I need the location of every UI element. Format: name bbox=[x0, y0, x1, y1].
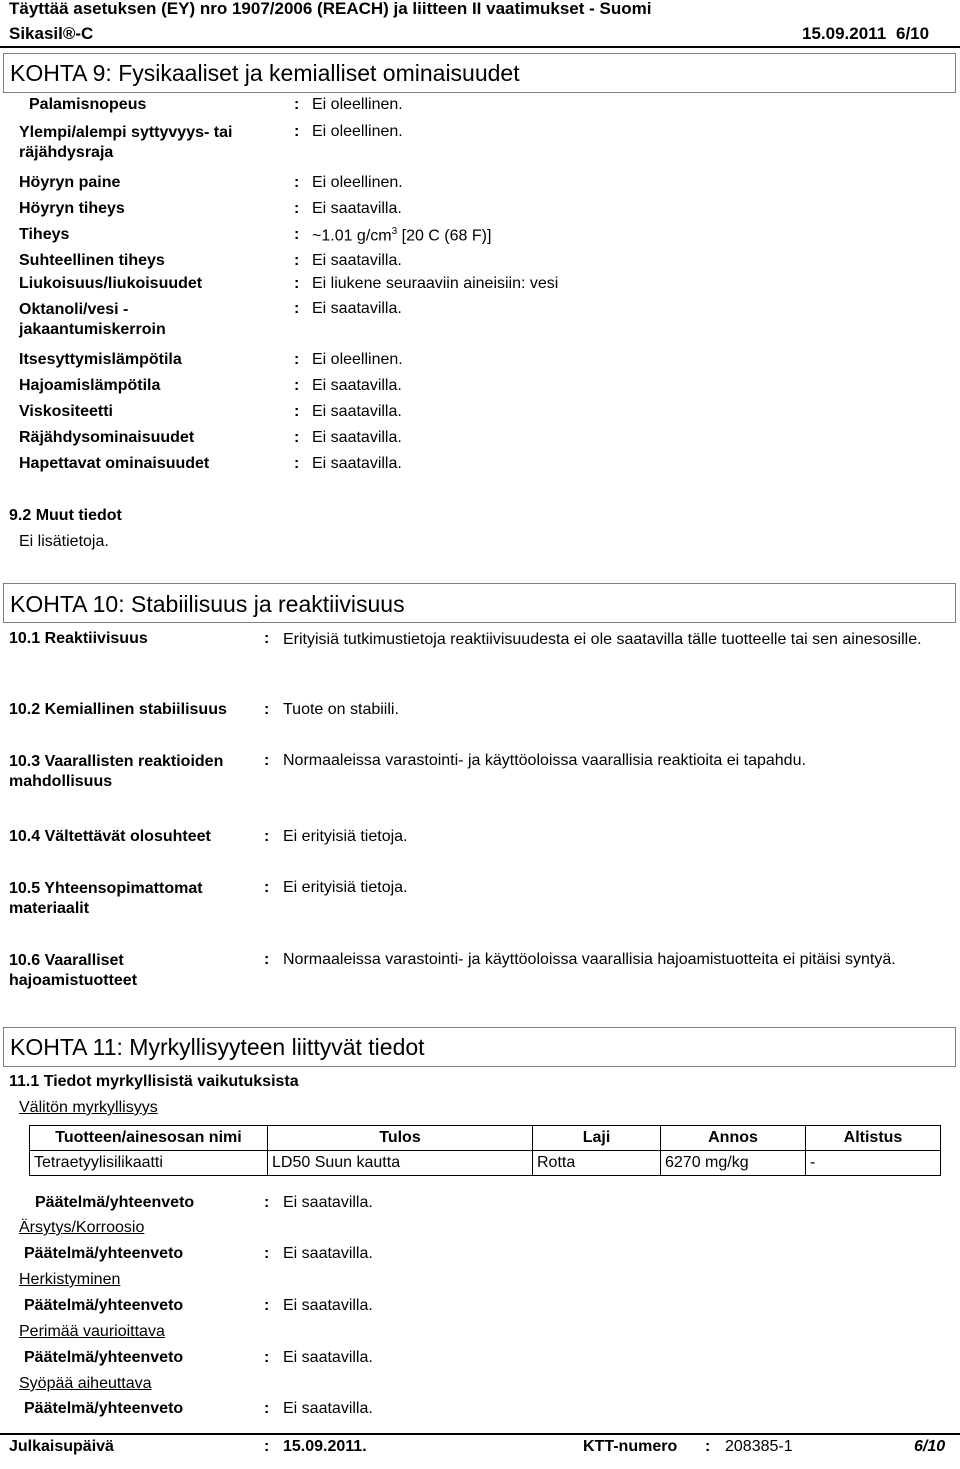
section11-title: KOHTA 11: Myrkyllisyyteen liittyvät tiedot bbox=[10, 1034, 425, 1060]
colon: : bbox=[264, 1245, 270, 1262]
property-label: Liukoisuus/liukoisuudet bbox=[19, 275, 203, 292]
colon: : bbox=[294, 96, 300, 113]
section10-title: KOHTA 10: Stabiilisuus ja reaktiivisuus bbox=[10, 591, 405, 617]
conclusion-value: Ei saatavilla. bbox=[283, 1349, 373, 1366]
colon: : bbox=[264, 1438, 270, 1455]
column-header: Tuotteen/ainesosan nimi bbox=[30, 1126, 268, 1151]
property-value: Ei saatavilla. bbox=[312, 252, 402, 269]
regulation-title: Täyttää asetuksen (EY) nro 1907/2006 (REACH) ja liitteen II vaatimukset - Suomi bbox=[9, 0, 652, 18]
colon: : bbox=[705, 1438, 711, 1455]
property-label: Oktanoli/vesi - jakaantumiskerroin bbox=[19, 301, 166, 338]
other-info-heading: 9.2 Muut tiedot bbox=[9, 507, 122, 524]
table-row bbox=[30, 1151, 941, 1176]
table-header-row bbox=[30, 1126, 941, 1151]
colon: : bbox=[294, 275, 300, 292]
property-value: Ei saatavilla. bbox=[312, 455, 402, 472]
product-name: Sikasil®-C bbox=[9, 24, 94, 43]
item-label: 10.5 Yhteensopimattomat materiaalit bbox=[9, 880, 203, 917]
item-value: Erityisiä tutkimustietoja reaktiivisuudesta ei ole saatavilla tälle tuotteelle tai sen ainesosille. bbox=[283, 631, 922, 648]
group-heading: Perimää vaurioittava bbox=[19, 1323, 165, 1340]
property-value: Ei oleellinen. bbox=[312, 96, 403, 113]
footer-ktt-number: 208385-1 bbox=[725, 1438, 793, 1455]
item-label: 10.6 Vaaralliset hajoamistuotteet bbox=[9, 952, 138, 989]
property-label: Viskositeetti bbox=[19, 403, 113, 420]
conclusion-label: Päätelmä/yhteenveto bbox=[24, 1245, 184, 1262]
item-label: 10.4 Vältettävät olosuhteet bbox=[9, 828, 211, 845]
colon: : bbox=[294, 377, 300, 394]
property-label: Ylempi/alempi syttyvyys- tai räjähdysraja bbox=[19, 124, 233, 161]
density-condition: [20 C (68 F)] bbox=[397, 227, 492, 245]
group-heading: Herkistyminen bbox=[19, 1271, 121, 1288]
property-value: Ei oleellinen. bbox=[312, 174, 403, 191]
property-label: Palamisnopeus bbox=[29, 96, 147, 113]
colon: : bbox=[294, 403, 300, 420]
header-rule bbox=[0, 46, 960, 48]
colon: : bbox=[294, 252, 300, 269]
column-header: Laji bbox=[533, 1126, 661, 1151]
item-label: 10.3 Vaarallisten reaktioiden mahdollisuus bbox=[9, 753, 224, 790]
density-value: ~1.01 g/cm bbox=[312, 227, 392, 245]
colon: : bbox=[264, 879, 270, 896]
property-label: Höyryn tiheys bbox=[19, 200, 125, 217]
conclusion-value: Ei saatavilla. bbox=[283, 1297, 373, 1314]
table-cell: - bbox=[806, 1151, 941, 1176]
colon: : bbox=[294, 351, 300, 368]
header-date: 15.09.2011 bbox=[802, 24, 887, 43]
group-heading: Syöpää aiheuttava bbox=[19, 1375, 152, 1392]
item-label: 10.2 Kemiallinen stabiilisuus bbox=[9, 701, 227, 718]
density-exponent: 3 bbox=[391, 226, 398, 237]
property-label: Hajoamislämpötila bbox=[19, 377, 161, 394]
property-value: Ei saatavilla. bbox=[312, 429, 402, 446]
property-label: Höyryn paine bbox=[19, 174, 121, 191]
item-value: Normaaleissa varastointi- ja käyttöoloissa vaarallisia hajoamistuotteita ei pitäisi syntyä. bbox=[283, 951, 896, 968]
conclusion-label: Päätelmä/yhteenveto bbox=[24, 1400, 184, 1417]
section9-header bbox=[3, 53, 956, 93]
column-header: Altistus bbox=[806, 1126, 941, 1151]
footer-rule bbox=[0, 1433, 960, 1435]
property-label: Suhteellinen tiheys bbox=[19, 252, 165, 269]
colon: : bbox=[264, 752, 270, 769]
colon: : bbox=[264, 1400, 270, 1417]
colon: : bbox=[264, 951, 270, 968]
colon: : bbox=[294, 200, 300, 217]
item-value: Normaaleissa varastointi- ja käyttöoloissa vaarallisia reaktioita ei tapahdu. bbox=[283, 752, 806, 769]
property-value: Ei saatavilla. bbox=[312, 200, 402, 217]
colon: : bbox=[294, 429, 300, 446]
conclusion-value: Ei saatavilla. bbox=[283, 1245, 373, 1262]
property-value: Ei saatavilla. bbox=[312, 300, 402, 317]
conclusion-label: Päätelmä/yhteenveto bbox=[24, 1297, 184, 1314]
property-value: Ei saatavilla. bbox=[312, 377, 402, 394]
colon: : bbox=[294, 123, 300, 140]
acute-toxicity-table bbox=[29, 1125, 941, 1176]
property-value: Ei liukene seuraaviin aineisiin: vesi bbox=[312, 275, 559, 292]
colon: : bbox=[294, 226, 300, 243]
item-value: Ei erityisiä tietoja. bbox=[283, 828, 408, 845]
colon: : bbox=[264, 1297, 270, 1314]
property-value: Ei oleellinen. bbox=[312, 351, 403, 368]
property-label: Hapettavat ominaisuudet bbox=[19, 455, 210, 472]
group-heading: Ärsytys/Korroosio bbox=[19, 1219, 145, 1236]
property-label: Tiheys bbox=[19, 226, 70, 243]
colon: : bbox=[264, 701, 270, 718]
footer-date: 15.09.2011. bbox=[283, 1438, 367, 1455]
property-label: Räjähdysominaisuudet bbox=[19, 429, 195, 446]
property-value bbox=[312, 226, 491, 245]
colon: : bbox=[264, 1194, 270, 1211]
column-header: Tulos bbox=[268, 1126, 533, 1151]
conclusion-value: Ei saatavilla. bbox=[283, 1400, 373, 1417]
table-cell: Rotta bbox=[533, 1151, 661, 1176]
toxicology-subheading: 11.1 Tiedot myrkyllisistä vaikutuksista bbox=[9, 1073, 299, 1090]
footer-page: 6/10 bbox=[914, 1438, 946, 1455]
header-page: 6/10 bbox=[896, 24, 930, 43]
item-value: Ei erityisiä tietoja. bbox=[283, 879, 408, 896]
conclusion-label: Päätelmä/yhteenveto bbox=[35, 1194, 195, 1211]
colon: : bbox=[294, 174, 300, 191]
conclusion-label: Päätelmä/yhteenveto bbox=[24, 1349, 184, 1366]
colon: : bbox=[294, 455, 300, 472]
table-cell: Tetraetyylisilikaatti bbox=[30, 1151, 268, 1176]
colon: : bbox=[264, 630, 270, 647]
conclusion-value: Ei saatavilla. bbox=[283, 1194, 373, 1211]
table-cell: 6270 mg/kg bbox=[661, 1151, 806, 1176]
other-info-text: Ei lisätietoja. bbox=[19, 533, 109, 550]
section10-header bbox=[3, 583, 956, 623]
property-value: Ei oleellinen. bbox=[312, 123, 403, 140]
column-header: Annos bbox=[661, 1126, 806, 1151]
property-value: Ei saatavilla. bbox=[312, 403, 402, 420]
section11-header bbox=[3, 1027, 956, 1067]
colon: : bbox=[264, 1349, 270, 1366]
footer-date-label: Julkaisupäivä bbox=[9, 1438, 114, 1455]
colon: : bbox=[294, 300, 300, 317]
item-label: 10.1 Reaktiivisuus bbox=[9, 630, 148, 647]
property-label: Itsesyttymislämpötila bbox=[19, 351, 182, 368]
section9-title: KOHTA 9: Fysikaaliset ja kemialliset ominaisuudet bbox=[10, 60, 520, 86]
acute-toxicity-heading: Välitön myrkyllisyys bbox=[19, 1099, 158, 1116]
item-value: Tuote on stabiili. bbox=[283, 701, 399, 718]
colon: : bbox=[264, 828, 270, 845]
table-cell: LD50 Suun kautta bbox=[268, 1151, 533, 1176]
footer-ktt-label: KTT-numero bbox=[583, 1438, 678, 1455]
